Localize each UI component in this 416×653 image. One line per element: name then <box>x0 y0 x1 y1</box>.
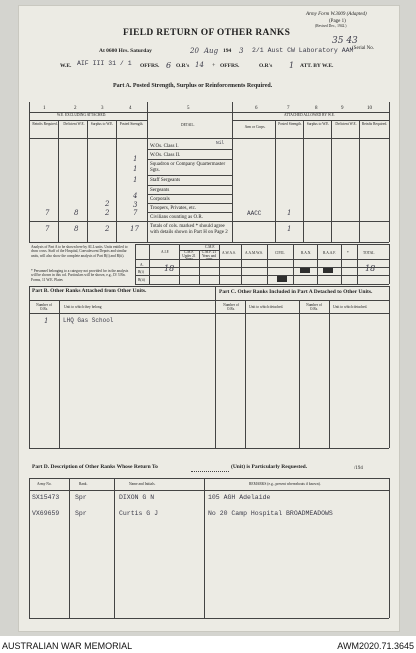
footer-accession: AWM2020.71.3645 <box>337 641 414 651</box>
part-c-col-number: Number of O.Rs. <box>223 303 239 311</box>
ors-value: 14 <box>195 61 204 69</box>
row-detail-wo2: W.Os. Class II. <box>150 153 181 158</box>
analysis-note: Analysis of Part A to be shown here by ALL units. Units entitled to draw cross. Staff of the Hospital, Convalescent Depots and similar units, will also show the complete analysis of Part B(i) and B(ii). <box>31 245 128 258</box>
row-deficient-civ: 8 <box>74 209 79 217</box>
part-c-title: Part C. Other Ranks Included in Part A Detached to Other Units. <box>219 289 373 295</box>
row-posted-att-totals: 1 <box>287 225 292 233</box>
analysis-head-ran: R.A.N. <box>301 251 312 255</box>
head-surplus-left: Surplus to W.E. <box>90 122 114 126</box>
row-detail-cpl: Corporals <box>150 197 170 202</box>
year-prefix: 194 <box>223 48 232 54</box>
analysis-head-aamws: A.A.M.W.S. <box>245 251 263 255</box>
analysis-row-bii: B(ii) <box>138 278 145 282</box>
plus-sign: + <box>212 63 216 69</box>
analysis-head-star: * <box>347 251 349 255</box>
part-c-col-unit: Unit to which detached. <box>249 305 284 309</box>
we-label: W.E. <box>60 63 72 69</box>
col-number-2: 2 <box>74 106 77 111</box>
col-number-7: 7 <box>287 106 290 111</box>
row-surplus-totals: 2 <box>105 225 110 233</box>
year-digit: 3 <box>239 47 244 55</box>
we-value: AIF III 31 / 1 <box>77 60 132 67</box>
blacked-cell-civil <box>277 276 287 282</box>
part-d-row2-rank: Spr <box>75 510 87 517</box>
row-posted-wo2: 1 <box>133 155 138 163</box>
footer-credit: AUSTRALIAN WAR MEMORIAL <box>2 641 133 651</box>
part-d-head-name: Name and Initials. <box>129 482 156 486</box>
offrs-label: OFFRS. <box>140 63 160 69</box>
footer-bar <box>0 637 416 653</box>
row-surplus-pte: 2 <box>105 200 110 208</box>
analysis-head-total: TOTAL <box>363 251 375 255</box>
part-d-row2-name: Curtis G J <box>119 510 159 517</box>
attached-allowed-head: ATTACHED ALLOWED BY W.E. <box>284 113 335 117</box>
row-posted-civ: 7 <box>133 209 138 217</box>
detail-head: DETAIL. <box>181 123 195 127</box>
col-number-1: 1 <box>43 106 46 111</box>
part-c-col-unit-2: Unit to which detached. <box>333 305 368 309</box>
analysis-head-aif: A.I.F. <box>161 250 170 254</box>
part-b-col-number: Number of O.Rs. <box>36 303 52 311</box>
row-detail-cqms: Squadron or Company Quartermaster Sgts. <box>150 162 226 173</box>
star-note: * Personnel belonging to a category not provided for in the analysis will be shown in this col. Particulars will be shown, e.g., D/ 3 Bn. Forms, 11 W.E. Plates <box>31 269 129 282</box>
head-surplus-right: Surplus to W.E. <box>306 122 330 126</box>
ors2-label: O.R's <box>259 63 273 69</box>
analysis-head-awas: A.W.A.S. <box>222 251 236 255</box>
part-b-entry-unit: LHQ Gas School <box>63 317 114 324</box>
analysis-row-a: A. <box>140 263 144 267</box>
head-reinfts-left: Reinfts Required. <box>32 122 58 126</box>
row-posted-totals: 17 <box>130 225 139 233</box>
col-number-4: 4 <box>129 106 132 111</box>
row-arm-civ: AACC <box>247 210 262 217</box>
part-b-title: Part B. Other Ranks Attached from Other Units. <box>32 288 147 294</box>
part-d-row1-army-no: SX15473 <box>32 494 60 501</box>
head-reinfts-right: Reinfts Required. <box>361 122 388 126</box>
row-detail-wo1: W.Os. Class I. <box>150 144 179 149</box>
row-reinfts-totals: 7 <box>45 225 50 233</box>
part-d-head-remarks: REMARKS (e.g., present whereabouts if known). <box>249 482 321 486</box>
date-day: 20 <box>190 47 199 55</box>
we-excluding-head: W.E. EXCLUDING ATTACHED. <box>57 113 107 117</box>
row-reinfts-civ: 7 <box>45 209 50 217</box>
part-d-title: Part D. Description of Other Ranks Whose Return To <box>32 464 158 470</box>
part-d-head-army-no: Army No. <box>37 482 52 486</box>
date-month: Aug <box>204 47 219 55</box>
part-b-entry-number: 1 <box>44 317 49 325</box>
head-deficient-left: Deficient W.E. <box>63 122 85 126</box>
blacked-cell-raaf <box>323 268 333 273</box>
analysis-head-civil: CIVIL <box>275 251 285 255</box>
analysis-total-value: 18 <box>365 264 376 273</box>
row-mark-wo1: Nil <box>216 141 225 146</box>
row-posted-att-civ: 1 <box>287 209 292 217</box>
part-c-col-number-2: Number of O.Rs. <box>306 303 322 311</box>
form-title: FIELD RETURN OF OTHER RANKS <box>123 28 291 38</box>
offrs-value: 6 <box>166 61 172 70</box>
row-detail-civ: Civilians counting as O.R. <box>150 215 203 220</box>
col-number-6: 6 <box>255 106 258 111</box>
head-deficient-right: Deficient W.E. <box>335 122 357 126</box>
part-d-date: /194 <box>354 466 363 471</box>
row-posted-cqms: 1 <box>133 165 138 173</box>
row-deficient-totals: 8 <box>74 225 79 233</box>
row-detail-ssgt: Staff Sergeants <box>150 178 181 183</box>
head-arm-corps: Arm or Corps. <box>244 125 266 129</box>
offrs2-label: OFFRS. <box>220 63 240 69</box>
part-a-title: Part A. Posted Strength, Surplus or Reinforcements Required. <box>113 83 273 89</box>
head-posted-right: Posted Strength. <box>278 122 302 126</box>
part-d-row2-remarks: No 20 Camp Hospital BROADMEADOWS <box>208 510 333 517</box>
part-b-col-unit: Unit to which they belong <box>64 305 102 309</box>
part-d-row1-rank: Spr <box>75 494 87 501</box>
part-d-title-suffix: (Unit) is Particularly Requested. <box>231 464 308 470</box>
analysis-row-bi: B(i) <box>138 270 144 274</box>
form-sheet <box>19 6 399 631</box>
row-detail-sgt: Sergeants <box>150 188 170 193</box>
head-posted-left: Posted Strength. <box>119 122 144 126</box>
analysis-head-raaf: R.A.A.F. <box>323 251 336 255</box>
part-d-row1-name: DIXON G N <box>119 494 155 501</box>
form-id: Army Form W.3009 (Adapted) <box>306 12 367 17</box>
row-detail-pte: Troopers, Privates, etc. <box>150 206 197 211</box>
col-number-5: 5 <box>187 106 190 111</box>
ors2-value: 1 <box>289 61 295 70</box>
unit-name: 2/1 Aust CW Laboratory AAM <box>252 47 354 54</box>
row-detail-totals: Totals of cols. marked * should agree with details shown in Part H on Page 2 <box>150 224 228 235</box>
ors-label: O.R's <box>176 63 190 69</box>
cmf-head: C.M.F. <box>205 245 215 249</box>
att-label: ATT. BY W.E. <box>300 63 334 69</box>
at-line: At 0600 Hrs. Saturday <box>99 48 152 54</box>
row-posted-pte: 3 <box>133 201 138 209</box>
col-number-8: 8 <box>315 106 318 111</box>
col-number-3: 3 <box>101 106 104 111</box>
analysis-head-cmf-under: C.M.F. Under 21 Years <box>182 250 196 262</box>
form-page: (Page 1) <box>329 19 346 24</box>
row-surplus-civ: 2 <box>105 209 110 217</box>
part-d-row2-army-no: VX69659 <box>32 510 60 517</box>
analysis-head-cmf-over: C.M.F. 21 Years and over <box>201 250 217 262</box>
row-posted-ssgt: 1 <box>133 176 138 184</box>
col-number-10: 10 <box>367 106 372 111</box>
blacked-cell-ran <box>300 268 310 273</box>
col-number-9: 9 <box>341 106 344 111</box>
form-revision: (Revised Dec., 1942.) <box>315 24 347 28</box>
serial-number: 35 43 <box>332 36 358 46</box>
row-posted-cpl: 4 <box>133 192 138 200</box>
analysis-aif-value: 18 <box>164 264 175 273</box>
part-d-head-rank: Rank. <box>79 482 88 486</box>
part-d-row1-remarks: 105 AGH Adelaide <box>208 494 271 501</box>
serial-label: (Serial No. <box>352 46 374 51</box>
